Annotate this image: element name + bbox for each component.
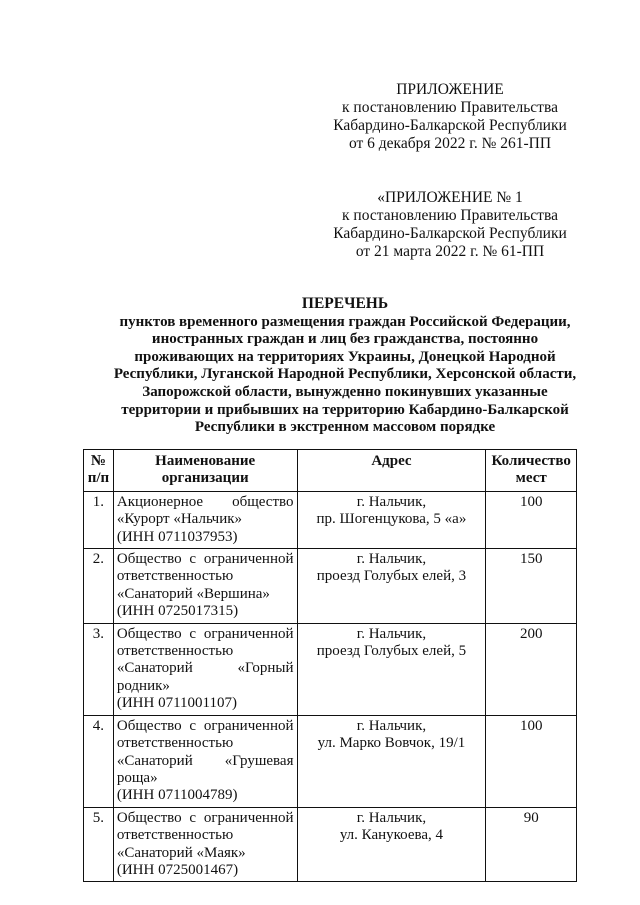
row-number: 4. [84, 715, 114, 807]
list-title-line: Республики, Луганской Народной Республики, Херсонской области, [113, 366, 577, 383]
table-row [84, 491, 577, 548]
table-row [84, 549, 577, 624]
row-address: г. Нальчик, пр. Шогенцукова, 5 «а» [297, 491, 486, 548]
appendix-original-title: «ПРИЛОЖЕНИЕ № 1 [377, 189, 523, 206]
list-title-line: проживающих на территориях Украины, Донецкой Народной [134, 348, 556, 365]
list-title-line: иностранных граждан и лиц без гражданства, постоянно [151, 331, 539, 348]
row-organization: Общество с ограниченной ответственностью «Санаторий «Грушевая роща» (ИНН 0711004789) [113, 715, 297, 807]
list-title-line: Запорожской области, вынужденно покинувших указанные [142, 383, 548, 400]
row-places: 200 [486, 623, 577, 715]
appendix-current-title: ПРИЛОЖЕНИЕ [396, 81, 504, 98]
table-row [84, 623, 577, 715]
header-organization: Наименование организации [113, 450, 297, 492]
header-number: № п/п [84, 450, 114, 492]
appendix-current-line-3: от 6 декабря 2022 г. № 261-ПП [348, 135, 552, 152]
table-header-row [84, 450, 577, 492]
row-number: 3. [84, 623, 114, 715]
row-address: г. Нальчик, ул. Канукоева, 4 [297, 807, 486, 882]
row-address: г. Нальчик, ул. Марко Вовчок, 19/1 [297, 715, 486, 807]
appendix-current-header [300, 81, 600, 153]
header-places: Количество мест [486, 450, 577, 492]
appendix-original-header [300, 189, 600, 261]
row-address: г. Нальчик, проезд Голубых елей, 5 [297, 623, 486, 715]
row-number: 5. [84, 807, 114, 882]
appendix-original-line-2: Кабардино-Балкарской Республики [333, 225, 567, 242]
row-address: г. Нальчик, проезд Голубых елей, 3 [297, 549, 486, 624]
row-places: 100 [486, 491, 577, 548]
row-organization: Акционерное общество «Курорт «Нальчик» (ИНН 0711037953) [113, 491, 297, 548]
row-number: 1. [84, 491, 114, 548]
facilities-table [83, 449, 577, 882]
appendix-current-line-1: к постановлению Правительства [342, 99, 558, 116]
header-address: Адрес [297, 450, 486, 492]
row-places: 90 [486, 807, 577, 882]
appendix-current-line-2: Кабардино-Балкарской Республики [333, 117, 567, 134]
list-title-line: территории и прибывших на территорию Кабардино-Балкарской [121, 401, 569, 418]
list-title-line: пунктов временного размещения граждан Российской Федерации, [119, 313, 571, 330]
list-heading: ПЕРЕЧЕНЬ [301, 295, 389, 312]
row-number: 2. [84, 549, 114, 624]
table-row [84, 807, 577, 882]
list-title [90, 295, 600, 437]
list-title-line: Республики в экстренном массовом порядке [194, 419, 496, 436]
appendix-original-line-3: от 21 марта 2022 г. № 61-ПП [355, 243, 545, 260]
row-organization: Общество с ограниченной ответственностью «Санаторий «Горный родник» (ИНН 0711001107) [113, 623, 297, 715]
row-organization: Общество с ограниченной ответственностью «Санаторий «Маяк» (ИНН 0725001467) [113, 807, 297, 882]
row-places: 100 [486, 715, 577, 807]
table-row [84, 715, 577, 807]
row-places: 150 [486, 549, 577, 624]
row-organization: Общество с ограниченной ответственностью «Санаторий «Вершина» (ИНН 0725017315) [113, 549, 297, 624]
appendix-original-line-1: к постановлению Правительства [342, 207, 558, 224]
